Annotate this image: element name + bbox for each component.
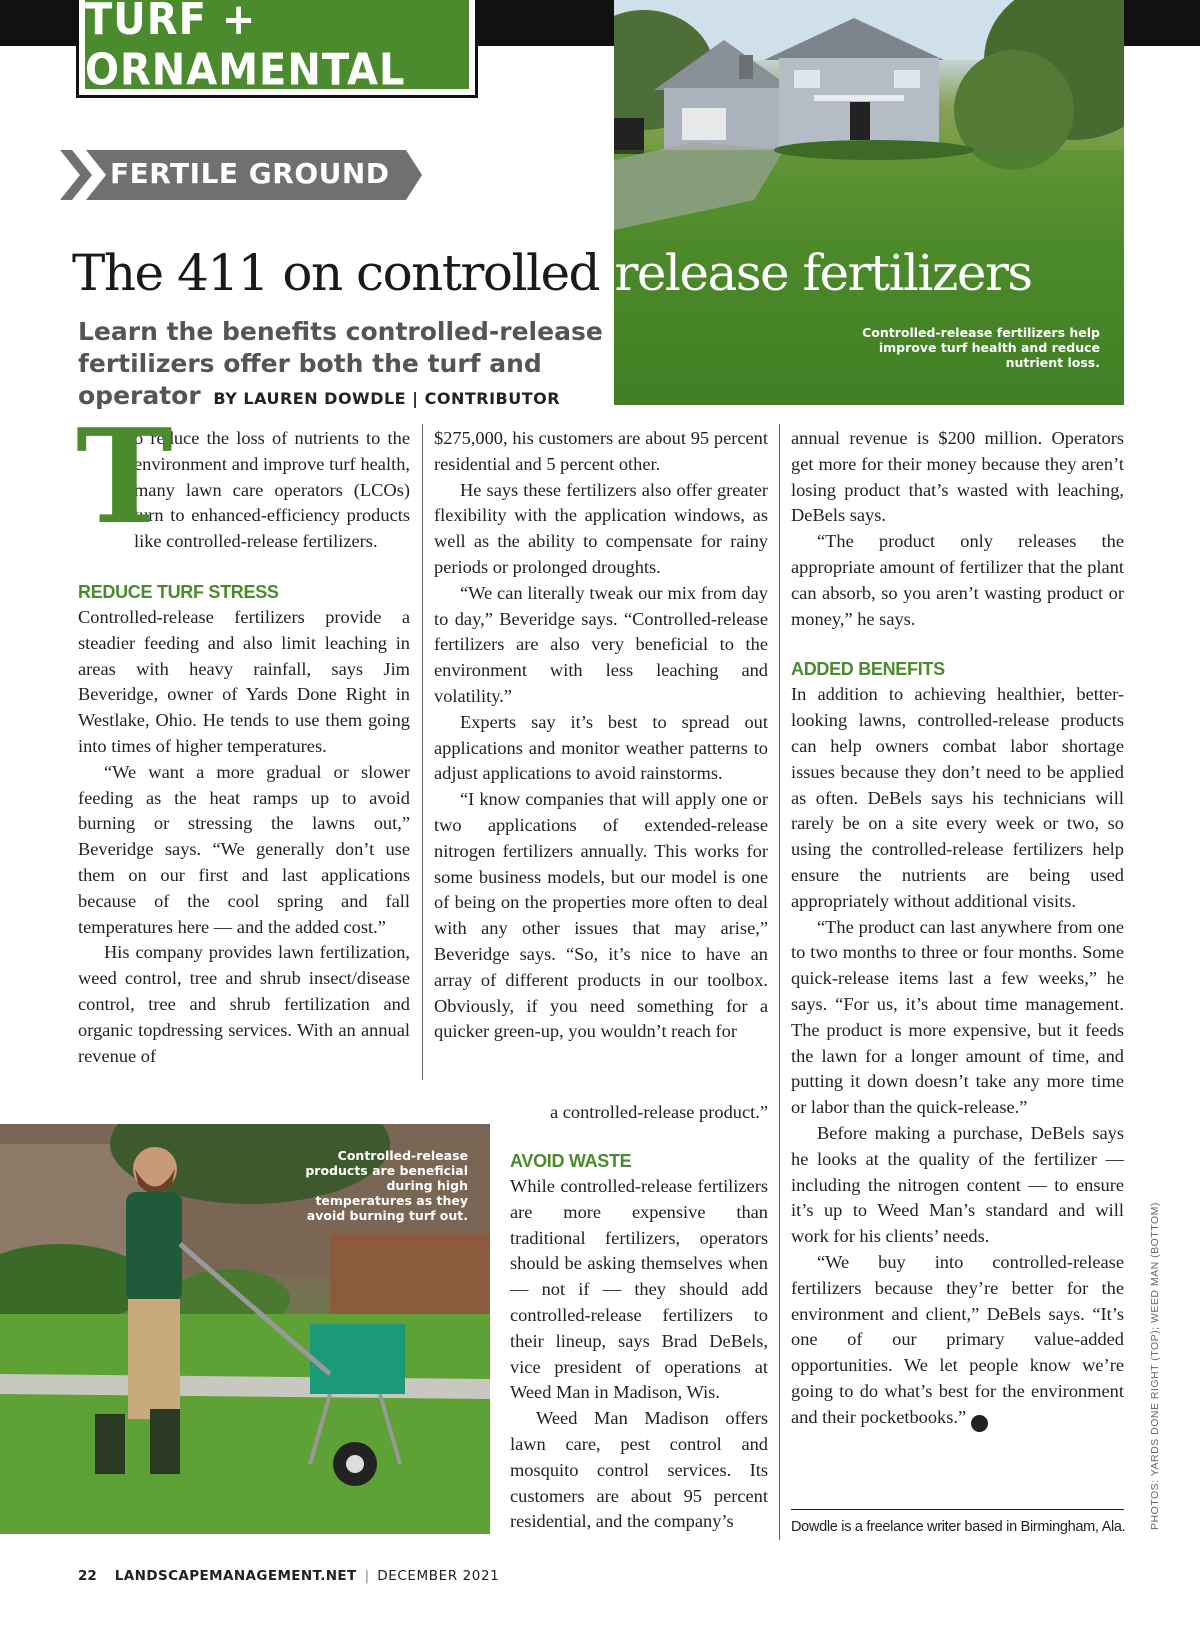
paragraph: “We want a more gradual or slower feeding as the heat ramps up to avoid burning or stressing the lawns out,” Beveridge says. “We generally don’t use them on our first and last applications because of the cool spring and fall temperatures here — and the added cost.” xyxy=(78,761,410,937)
paragraph: “I know companies that will apply one or two applications of extended-release nitrogen fertilizers annually. This works for some business models, but our model is one of being on the properties more often to deal with any other issues that may arise,” Beveridge says. “So, it’s nice to have an array of different products in our toolbox. Obviously, if you need something for a quicker green-up, you wouldn’t reach for xyxy=(434,789,768,1042)
bio-rule xyxy=(791,1509,1124,1510)
paragraph: Before making a purchase, DeBels says he looks at the quality of the fertilizer — including the nitrogen content — to ensure it’s up to Weed Man’s standard and will work for his clients’ needs. xyxy=(791,1122,1124,1247)
department-label: FERTILE GROUND xyxy=(110,157,390,190)
paragraph: “The product only releases the appropriate amount of fertilizer that the plant can absorb, so you aren’t wasting product or money,” he says. xyxy=(791,531,1124,629)
footer-site: LANDSCAPEMANAGEMENT.NET xyxy=(114,1568,357,1584)
paragraph: He says these fertilizers also offer greater flexibility with the application windows, as well as the ability to compensate for rainy periods or prolonged droughts. xyxy=(434,479,768,577)
paragraph-tail: a controlled-release product.” xyxy=(549,1102,768,1122)
author-bio: Dowdle is a freelance writer based in Birmingham, Ala. xyxy=(791,1519,1126,1535)
deck-text: Learn the benefits controlled-release fertilizers offer both the turf and operator xyxy=(78,317,603,410)
subhead-avoid-waste: AVOID WASTE xyxy=(510,1151,632,1171)
intro-paragraph: o reduce the loss of nutrients to the environment and improve turf health, many lawn care operators (LCOs) turn to enhanced-efficiency products like controlled-release fertilizers. xyxy=(134,428,410,552)
footer-divider: | xyxy=(364,1568,370,1584)
drop-cap: T xyxy=(76,400,173,553)
paragraph: “We can literally tweak our mix from day to day,” Beveridge says. “Controlled-release fertilizers are also very beneficial to the environment with less leaching and volatility.” xyxy=(434,582,768,706)
byline: BY LAUREN DOWDLE | CONTRIBUTOR xyxy=(213,389,561,408)
paragraph: “We buy into controlled-release fertilizers because they’re better for the environment and client,” DeBels says. “It’s one of our primary value-added opportunities. We let people know we’re going to do what’s best for the environment and their pocketbooks.” LM xyxy=(791,1250,1124,1432)
hero-photo-house-lawn xyxy=(614,0,1124,405)
paragraph: $275,000, his customers are about 95 percent residential and 5 percent other. xyxy=(434,428,768,474)
paragraph: “The product can last anywhere from one to two months to three or four months. Some quick-release items last a few weeks,” he says. “For us, it’s about time management. The product is more expensive, but it feeds the lawn for a longer amount of time, and putting it down doesn’t take any more time or labor than the quick-release.” xyxy=(791,916,1124,1118)
column-rule xyxy=(422,424,423,1080)
photo2-caption: Controlled-release products are beneficial during high temperatures as they avoid burning turf out. xyxy=(305,1148,468,1223)
headline-part-dark: The 411 on controlled xyxy=(72,244,600,302)
article-column-2 xyxy=(434,426,768,1045)
paragraph: Experts say it’s best to spread out applications and monitor weather patterns to adjust applications to avoid rainstorms. xyxy=(434,711,768,784)
headline xyxy=(72,244,1032,302)
headline-part-white: -release fertilizers xyxy=(599,244,1032,302)
section-tag xyxy=(76,0,478,98)
paragraph: Weed Man Madison offers lawn care, pest control and mosquito control services. Its customers are about 95 percent residential, and the company’s xyxy=(510,1408,768,1532)
subhead-added-benefits: ADDED BENEFITS xyxy=(791,659,945,680)
paragraph: While controlled-release fertilizers are more expensive than traditional fertilizers, operators should be asking themselves when — not if — they should add controlled-release fertilizers to their lineup, says Brad DeBels, vice president of operations at Weed Man in Madison, Wis. xyxy=(510,1176,768,1403)
paragraph: In addition to achieving healthier, better-looking lawns, controlled-release products can help owners combat labor shortage issues because they don’t need to be applied as often. DeBels says his technicians will rarely be on a site every week or two, so using the controlled-release fertilizers help ensure the nutrients are being used appropriately without additional visits. xyxy=(791,684,1124,911)
lm-end-mark-icon: LM xyxy=(971,1415,988,1432)
article-column-2-lower xyxy=(510,1148,768,1535)
paragraph: Controlled-release fertilizers provide a steadier feeding and also limit leaching in areas with heavy rainfall, says Jim Beveridge, owner of Yards Done Right in Westlake, Ohio. He tends to use them going into times of higher temperatures. xyxy=(78,606,410,756)
hero-caption: Controlled-release fertilizers help improve turf health and reduce nutrient loss. xyxy=(862,325,1100,370)
page-footer xyxy=(78,1568,499,1584)
photo-credits: PHOTOS: YARDS DONE RIGHT (TOP); WEED MAN (BOTTOM) xyxy=(1149,1202,1161,1530)
column-rule xyxy=(779,424,780,1540)
article-column-1 xyxy=(76,400,410,1069)
photo-man-with-spreader xyxy=(0,1124,490,1534)
page-number: 22 xyxy=(78,1568,97,1584)
subhead-reduce-turf-stress: REDUCE TURF STRESS xyxy=(78,581,279,602)
paragraph: His company provides lawn fertilization, weed control, tree and shrub insect/disease control, tree and shrub fertilization and organic topdressing services. With an annual revenue of xyxy=(78,942,410,1066)
section-tag-label: TURF + ORNAMENTAL xyxy=(85,0,406,96)
article-column-3 xyxy=(791,426,1124,1432)
paragraph: annual revenue is $200 million. Operators get more for their money because they aren’t losing product that’s wasted with leaching, DeBels says. xyxy=(791,428,1124,526)
footer-date: DECEMBER 2021 xyxy=(377,1568,500,1584)
department-banner xyxy=(60,150,422,200)
